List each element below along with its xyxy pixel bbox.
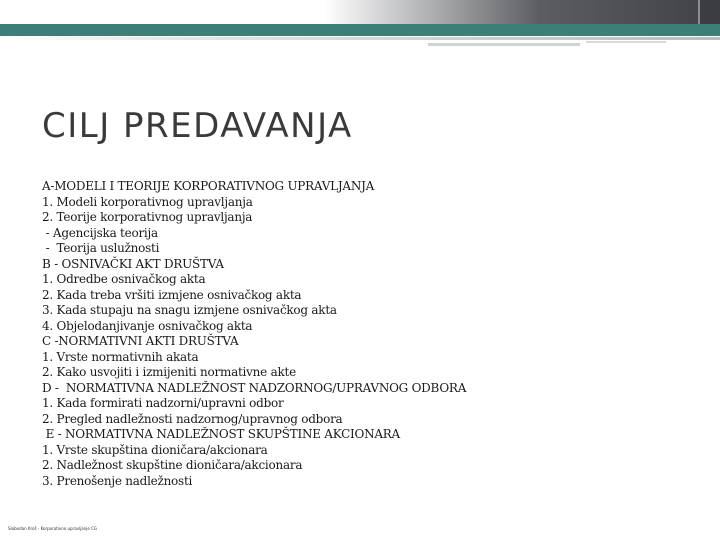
list-item: 1. Vrste skupština dioničara/akcionara <box>42 442 268 457</box>
list-item: A-MODELI I TEORIJE KORPORATIVNOG UPRAVLJANJA <box>42 179 375 193</box>
header-gradient-bar <box>0 0 720 24</box>
list-item: 2. Nadležnost skupštine dioničara/akcionara <box>42 458 303 472</box>
list-item: D - NORMATIVNA NADLEŽNOST NADZORNOG/UPRAVNOG ODBORA <box>42 380 467 395</box>
header-corner-block <box>698 0 720 24</box>
list-item: 2. Kada treba vršiti izmjene osnivačkog akta <box>42 287 302 302</box>
list-item: E - NORMATIVNA NADLEŽNOST SKUPŠTINE AKCIONARA <box>42 427 400 441</box>
header-thin-line <box>0 37 720 40</box>
list-item: 2. Kako usvojiti i izmijeniti normativne akte <box>42 365 296 379</box>
header-accent-bar <box>0 24 720 36</box>
list-item: 2. Pregled nadležnosti nadzornog/upravnog odbora <box>42 411 343 426</box>
header-line-segment-short <box>586 41 666 43</box>
list-item: 4. Objelodanjivanje osnivačkog akta <box>42 318 253 333</box>
list-item: 1. Vrste normativnih akata <box>42 349 199 364</box>
header-line-segment <box>428 43 580 46</box>
list-item: 1. Odredbe osnivačkog akta <box>42 272 206 286</box>
list-item: 3. Prenošenje nadležnosti <box>42 473 193 488</box>
slide-title: CILJ PREDAVANJA <box>42 106 353 146</box>
list-item: B - OSNIVAČKI AKT DRUŠTVA <box>42 256 224 271</box>
list-item: - Agencijska teorija <box>42 225 158 240</box>
list-item: 1. Modeli korporativnog upravljanja <box>42 194 253 209</box>
list-item: C -NORMATIVNI AKTI DRUŠTVA <box>42 334 239 348</box>
list-item: 2. Teorije korporativnog upravljanja <box>42 210 253 224</box>
content-list <box>42 179 466 489</box>
list-item: - Teorija uslužnosti <box>42 241 160 255</box>
list-item: 3. Kada stupaju na snagu izmjene osnivačkog akta <box>42 303 337 317</box>
slide-footer: Slobodan Kroš - Korporativno upravljanje CG <box>8 526 97 531</box>
list-item: 1. Kada formirati nadzorni/upravni odbor <box>42 396 284 410</box>
